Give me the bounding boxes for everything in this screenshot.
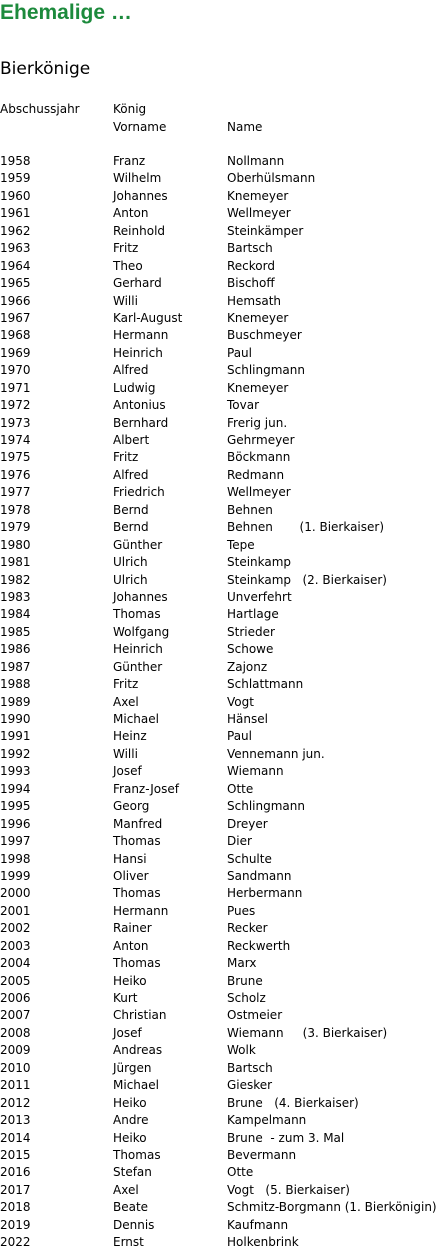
year-cell: 2001 bbox=[0, 903, 31, 918]
first-name-cell: Theo bbox=[113, 258, 143, 273]
year-cell: 1984 bbox=[0, 607, 31, 622]
last-name-cell: Scholz bbox=[227, 991, 266, 1005]
list-item bbox=[0, 1234, 440, 1251]
first-name-cell: Fritz bbox=[113, 450, 139, 465]
last-name-cell: Reckord bbox=[227, 258, 275, 273]
list-item bbox=[0, 903, 440, 920]
list-item bbox=[0, 1025, 440, 1042]
last-name-cell: Redmann bbox=[227, 467, 285, 482]
first-name-cell: Christian bbox=[113, 1008, 167, 1023]
list-item bbox=[0, 990, 440, 1007]
last-name-cell: Herbermann bbox=[227, 886, 303, 901]
column-header-last-name: Name bbox=[227, 120, 263, 134]
list-item bbox=[0, 1077, 440, 1094]
first-name-cell: Günther bbox=[113, 659, 163, 674]
list-item bbox=[0, 624, 440, 641]
list-item bbox=[0, 1164, 440, 1181]
last-name-cell: Hemsath bbox=[227, 293, 282, 308]
last-name-cell: Behnen bbox=[227, 502, 273, 517]
list-item bbox=[0, 1042, 440, 1059]
year-cell: 2016 bbox=[0, 1165, 31, 1180]
year-cell: 1981 bbox=[0, 555, 31, 570]
year-cell: 1987 bbox=[0, 659, 31, 674]
last-name-cell: Vennemann jun. bbox=[227, 746, 325, 761]
list-item bbox=[0, 432, 440, 449]
list-item bbox=[0, 397, 440, 414]
last-name-cell: Pues bbox=[227, 903, 256, 918]
last-name-cell: Schmitz-Borgmann (1. Bierkönigin) bbox=[227, 1200, 437, 1215]
list-item bbox=[0, 205, 440, 222]
first-name-cell: Fritz bbox=[113, 677, 139, 692]
year-cell: 2014 bbox=[0, 1130, 31, 1145]
list-item bbox=[0, 275, 440, 292]
last-name-cell: Otte bbox=[227, 781, 254, 796]
first-name-cell: Günther bbox=[113, 537, 163, 552]
last-name-cell: Paul bbox=[227, 345, 252, 360]
first-name-cell: Beate bbox=[113, 1200, 149, 1215]
list-item bbox=[0, 973, 440, 990]
list-item bbox=[0, 1182, 440, 1199]
list-item bbox=[0, 1095, 440, 1112]
list-item bbox=[0, 484, 440, 501]
year-cell: 1986 bbox=[0, 642, 31, 657]
column-header-first-name: Vorname bbox=[113, 120, 167, 134]
year-cell: 1998 bbox=[0, 851, 31, 866]
list-item bbox=[0, 851, 440, 868]
year-cell: 2008 bbox=[0, 1025, 31, 1040]
first-name-cell: Dennis bbox=[113, 1217, 155, 1232]
last-name-cell: Bartsch bbox=[227, 1060, 273, 1075]
first-name-cell: Ulrich bbox=[113, 572, 148, 587]
first-name-cell: Hermann bbox=[113, 903, 169, 918]
section-title: Bierkönige bbox=[0, 59, 91, 79]
list-item bbox=[0, 1130, 440, 1147]
last-name-cell: Dreyer bbox=[227, 816, 268, 831]
first-name-cell: Thomas bbox=[113, 607, 161, 622]
first-name-cell: Michael bbox=[113, 712, 159, 726]
first-name-cell: Ludwig bbox=[113, 380, 156, 395]
year-cell: 1959 bbox=[0, 171, 31, 186]
first-name-cell: Wolfgang bbox=[113, 624, 170, 639]
year-cell: 1983 bbox=[0, 589, 31, 604]
last-name-cell: Holkenbrink bbox=[227, 1235, 299, 1250]
list-item bbox=[0, 641, 440, 658]
list-item bbox=[0, 711, 440, 728]
last-name-cell: Bischoff bbox=[227, 276, 275, 291]
first-name-cell: Alfred bbox=[113, 363, 149, 378]
list-item bbox=[0, 258, 440, 275]
last-name-cell: Strieder bbox=[227, 624, 275, 639]
last-name-cell: Brune bbox=[227, 973, 263, 988]
list-item bbox=[0, 868, 440, 885]
first-name-cell: Albert bbox=[113, 433, 150, 447]
first-name-cell: Anton bbox=[113, 206, 149, 221]
year-cell: 1972 bbox=[0, 398, 31, 413]
first-name-cell: Fritz bbox=[113, 241, 139, 256]
first-name-cell: Heinz bbox=[113, 729, 147, 744]
list-item bbox=[0, 240, 440, 257]
year-cell: 1988 bbox=[0, 677, 31, 692]
first-name-cell: Alfred bbox=[113, 467, 149, 482]
year-cell: 1997 bbox=[0, 834, 31, 849]
list-item bbox=[0, 606, 440, 623]
year-cell: 1966 bbox=[0, 293, 31, 308]
last-name-cell: Knemeyer bbox=[227, 188, 289, 203]
last-name-cell: Bevermann bbox=[227, 1147, 297, 1162]
last-name-cell: Schlingmann bbox=[227, 363, 305, 378]
year-cell: 1978 bbox=[0, 502, 31, 517]
list-item bbox=[0, 502, 440, 519]
first-name-cell: Johannes bbox=[113, 589, 168, 604]
first-name-cell: Bernd bbox=[113, 502, 149, 517]
list-item bbox=[0, 170, 440, 187]
year-cell: 2004 bbox=[0, 956, 31, 971]
column-header-year: Abschussjahr bbox=[0, 102, 80, 116]
year-cell: 1974 bbox=[0, 433, 31, 447]
last-name-cell: Dier bbox=[227, 834, 252, 849]
year-cell: 1995 bbox=[0, 799, 31, 814]
first-name-cell: Bernd bbox=[113, 520, 149, 535]
first-name-cell: Thomas bbox=[113, 1147, 161, 1162]
last-name-cell: Vogt (5. Bierkaiser) bbox=[227, 1182, 350, 1197]
list-item bbox=[0, 885, 440, 902]
last-name-cell: Schlattmann bbox=[227, 677, 304, 692]
year-cell: 1976 bbox=[0, 467, 31, 482]
first-name-cell: Rainer bbox=[113, 921, 152, 936]
year-cell: 2013 bbox=[0, 1113, 31, 1128]
list-item bbox=[0, 1217, 440, 1234]
list-item bbox=[0, 833, 440, 850]
first-name-cell: Josef bbox=[113, 1025, 142, 1040]
first-name-cell: Andreas bbox=[113, 1043, 163, 1058]
first-name-cell: Josef bbox=[113, 764, 142, 779]
list-item bbox=[0, 519, 440, 536]
year-cell: 2022 bbox=[0, 1235, 31, 1250]
year-cell: 2007 bbox=[0, 1008, 31, 1023]
first-name-cell: Thomas bbox=[113, 834, 161, 849]
list-item bbox=[0, 415, 440, 432]
first-name-cell: Ernst bbox=[113, 1235, 144, 1250]
last-name-cell: Behnen (1. Bierkaiser) bbox=[227, 520, 385, 535]
last-name-cell: Tepe bbox=[227, 537, 255, 552]
first-name-cell: Axel bbox=[113, 1182, 139, 1197]
last-name-cell: Wolk bbox=[227, 1043, 256, 1058]
list-item bbox=[0, 1147, 440, 1164]
first-name-cell: Thomas bbox=[113, 956, 161, 971]
list-item bbox=[0, 293, 440, 310]
first-name-cell: Axel bbox=[113, 694, 139, 709]
first-name-cell: Wilhelm bbox=[113, 171, 162, 186]
first-name-cell: Anton bbox=[113, 938, 149, 953]
last-name-cell: Schlingmann bbox=[227, 799, 305, 814]
year-cell: 2012 bbox=[0, 1095, 31, 1110]
list-item bbox=[0, 572, 440, 589]
year-cell: 2009 bbox=[0, 1043, 31, 1058]
first-name-cell: Ulrich bbox=[113, 555, 148, 570]
year-cell: 1971 bbox=[0, 380, 31, 395]
list-item bbox=[0, 1112, 440, 1129]
list-item bbox=[0, 659, 440, 676]
year-cell: 1992 bbox=[0, 746, 31, 761]
first-name-cell: Stefan bbox=[113, 1165, 152, 1180]
list-item bbox=[0, 955, 440, 972]
last-name-cell: Gehrmeyer bbox=[227, 433, 295, 447]
year-cell: 2006 bbox=[0, 991, 31, 1005]
year-cell: 1965 bbox=[0, 276, 31, 291]
year-cell: 1960 bbox=[0, 188, 31, 203]
last-name-cell: Steinkämper bbox=[227, 223, 304, 238]
first-name-cell: Franz bbox=[113, 154, 146, 168]
list-item bbox=[0, 1199, 440, 1216]
list-item bbox=[0, 938, 440, 955]
last-name-cell: Reckwerth bbox=[227, 938, 291, 953]
year-cell: 2002 bbox=[0, 921, 31, 936]
year-cell: 1979 bbox=[0, 520, 31, 535]
last-name-cell: Oberhülsmann bbox=[227, 171, 316, 186]
last-name-cell: Marx bbox=[227, 956, 257, 971]
column-header-king: König bbox=[113, 102, 147, 116]
last-name-cell: Zajonz bbox=[227, 659, 268, 674]
last-name-cell: Wellmeyer bbox=[227, 206, 291, 221]
last-name-cell: Schowe bbox=[227, 642, 274, 657]
year-cell: 1985 bbox=[0, 624, 31, 639]
year-cell: 1977 bbox=[0, 485, 31, 500]
year-cell: 2011 bbox=[0, 1078, 31, 1093]
list-item bbox=[0, 345, 440, 362]
year-cell: 1970 bbox=[0, 363, 31, 378]
first-name-cell: Kurt bbox=[113, 991, 138, 1005]
first-name-cell: Willi bbox=[113, 746, 138, 761]
first-name-cell: Oliver bbox=[113, 868, 149, 883]
first-name-cell: Heinrich bbox=[113, 642, 163, 657]
list-item bbox=[0, 380, 440, 397]
last-name-cell: Knemeyer bbox=[227, 380, 289, 395]
list-item bbox=[0, 746, 440, 763]
first-name-cell: Manfred bbox=[113, 816, 163, 831]
last-name-cell: Unverfehrt bbox=[227, 589, 292, 604]
list-item bbox=[0, 554, 440, 571]
year-cell: 1968 bbox=[0, 328, 31, 343]
year-cell: 1963 bbox=[0, 241, 31, 256]
list-item bbox=[0, 223, 440, 240]
list-item bbox=[0, 728, 440, 745]
list-item bbox=[0, 153, 440, 170]
last-name-cell: Steinkamp (2. Bierkaiser) bbox=[227, 572, 387, 587]
last-name-cell: Steinkamp bbox=[227, 555, 292, 570]
first-name-cell: Heiko bbox=[113, 1130, 147, 1145]
last-name-cell: Brune - zum 3. Mal bbox=[227, 1130, 345, 1145]
kings-list bbox=[0, 153, 440, 1252]
list-item bbox=[0, 310, 440, 327]
last-name-cell: Wiemann bbox=[227, 764, 284, 779]
year-cell: 1962 bbox=[0, 223, 31, 238]
last-name-cell: Kaufmann bbox=[227, 1217, 289, 1232]
first-name-cell: Gerhard bbox=[113, 276, 162, 291]
last-name-cell: Otte bbox=[227, 1165, 254, 1180]
page-title: Ehemalige … bbox=[0, 1, 132, 24]
year-cell: 1990 bbox=[0, 712, 31, 726]
last-name-cell: Giesker bbox=[227, 1078, 273, 1093]
year-cell: 1969 bbox=[0, 345, 31, 360]
year-cell: 1982 bbox=[0, 572, 31, 587]
last-name-cell: Wiemann (3. Bierkaiser) bbox=[227, 1025, 388, 1040]
year-cell: 1999 bbox=[0, 868, 31, 883]
last-name-cell: Brune (4. Bierkaiser) bbox=[227, 1095, 359, 1110]
last-name-cell: Ostmeier bbox=[227, 1008, 283, 1023]
first-name-cell: Hermann bbox=[113, 328, 169, 343]
year-cell: 1958 bbox=[0, 154, 31, 168]
year-cell: 1967 bbox=[0, 310, 31, 325]
year-cell: 2000 bbox=[0, 886, 31, 901]
year-cell: 2018 bbox=[0, 1200, 31, 1215]
first-name-cell: Heiko bbox=[113, 1095, 147, 1110]
year-cell: 1973 bbox=[0, 415, 31, 430]
year-cell: 1989 bbox=[0, 694, 31, 709]
first-name-cell: Andre bbox=[113, 1113, 149, 1128]
last-name-cell: Frerig jun. bbox=[227, 415, 288, 430]
list-item bbox=[0, 589, 440, 606]
list-item bbox=[0, 537, 440, 554]
last-name-cell: Buschmeyer bbox=[227, 328, 302, 343]
list-item bbox=[0, 920, 440, 937]
year-cell: 2015 bbox=[0, 1147, 31, 1162]
year-cell: 1961 bbox=[0, 206, 31, 221]
last-name-cell: Schulte bbox=[227, 851, 272, 866]
list-item bbox=[0, 694, 440, 711]
list-item bbox=[0, 327, 440, 344]
year-cell: 1975 bbox=[0, 450, 31, 465]
list-item bbox=[0, 1060, 440, 1077]
last-name-cell: Bartsch bbox=[227, 241, 273, 256]
last-name-cell: Hänsel bbox=[227, 712, 268, 726]
list-item bbox=[0, 362, 440, 379]
last-name-cell: Paul bbox=[227, 729, 252, 744]
first-name-cell: Karl-August bbox=[113, 310, 183, 325]
first-name-cell: Bernhard bbox=[113, 415, 169, 430]
list-item bbox=[0, 816, 440, 833]
year-cell: 1980 bbox=[0, 537, 31, 552]
last-name-cell: Wellmeyer bbox=[227, 485, 291, 500]
list-item bbox=[0, 449, 440, 466]
first-name-cell: Antonius bbox=[113, 398, 166, 413]
list-item bbox=[0, 1007, 440, 1024]
first-name-cell: Hansi bbox=[113, 851, 147, 866]
year-cell: 1991 bbox=[0, 729, 31, 744]
list-item bbox=[0, 763, 440, 780]
year-cell: 2019 bbox=[0, 1217, 31, 1232]
year-cell: 2003 bbox=[0, 938, 31, 953]
list-item bbox=[0, 676, 440, 693]
first-name-cell: Heiko bbox=[113, 973, 147, 988]
first-name-cell: Jürgen bbox=[113, 1060, 152, 1075]
year-cell: 2005 bbox=[0, 973, 31, 988]
list-item bbox=[0, 798, 440, 815]
first-name-cell: Friedrich bbox=[113, 485, 165, 500]
last-name-cell: Sandmann bbox=[227, 868, 292, 883]
last-name-cell: Knemeyer bbox=[227, 310, 289, 325]
last-name-cell: Kampelmann bbox=[227, 1113, 307, 1128]
year-cell: 2017 bbox=[0, 1182, 31, 1197]
first-name-cell: Georg bbox=[113, 799, 150, 814]
year-cell: 1996 bbox=[0, 816, 31, 831]
first-name-cell: Heinrich bbox=[113, 345, 163, 360]
last-name-cell: Recker bbox=[227, 921, 268, 936]
year-cell: 2010 bbox=[0, 1060, 31, 1075]
first-name-cell: Reinhold bbox=[113, 223, 166, 238]
list-item bbox=[0, 188, 440, 205]
list-item bbox=[0, 467, 440, 484]
first-name-cell: Thomas bbox=[113, 886, 161, 901]
year-cell: 1993 bbox=[0, 764, 31, 779]
last-name-cell: Böckmann bbox=[227, 450, 291, 465]
last-name-cell: Nollmann bbox=[227, 154, 285, 168]
first-name-cell: Willi bbox=[113, 293, 138, 308]
last-name-cell: Tovar bbox=[227, 398, 260, 413]
last-name-cell: Hartlage bbox=[227, 607, 279, 622]
year-cell: 1964 bbox=[0, 258, 31, 273]
last-name-cell: Vogt bbox=[227, 694, 254, 709]
first-name-cell: Michael bbox=[113, 1078, 159, 1093]
first-name-cell: Franz-Josef bbox=[113, 781, 179, 796]
list-item bbox=[0, 781, 440, 798]
year-cell: 1994 bbox=[0, 781, 31, 796]
first-name-cell: Johannes bbox=[113, 188, 168, 203]
